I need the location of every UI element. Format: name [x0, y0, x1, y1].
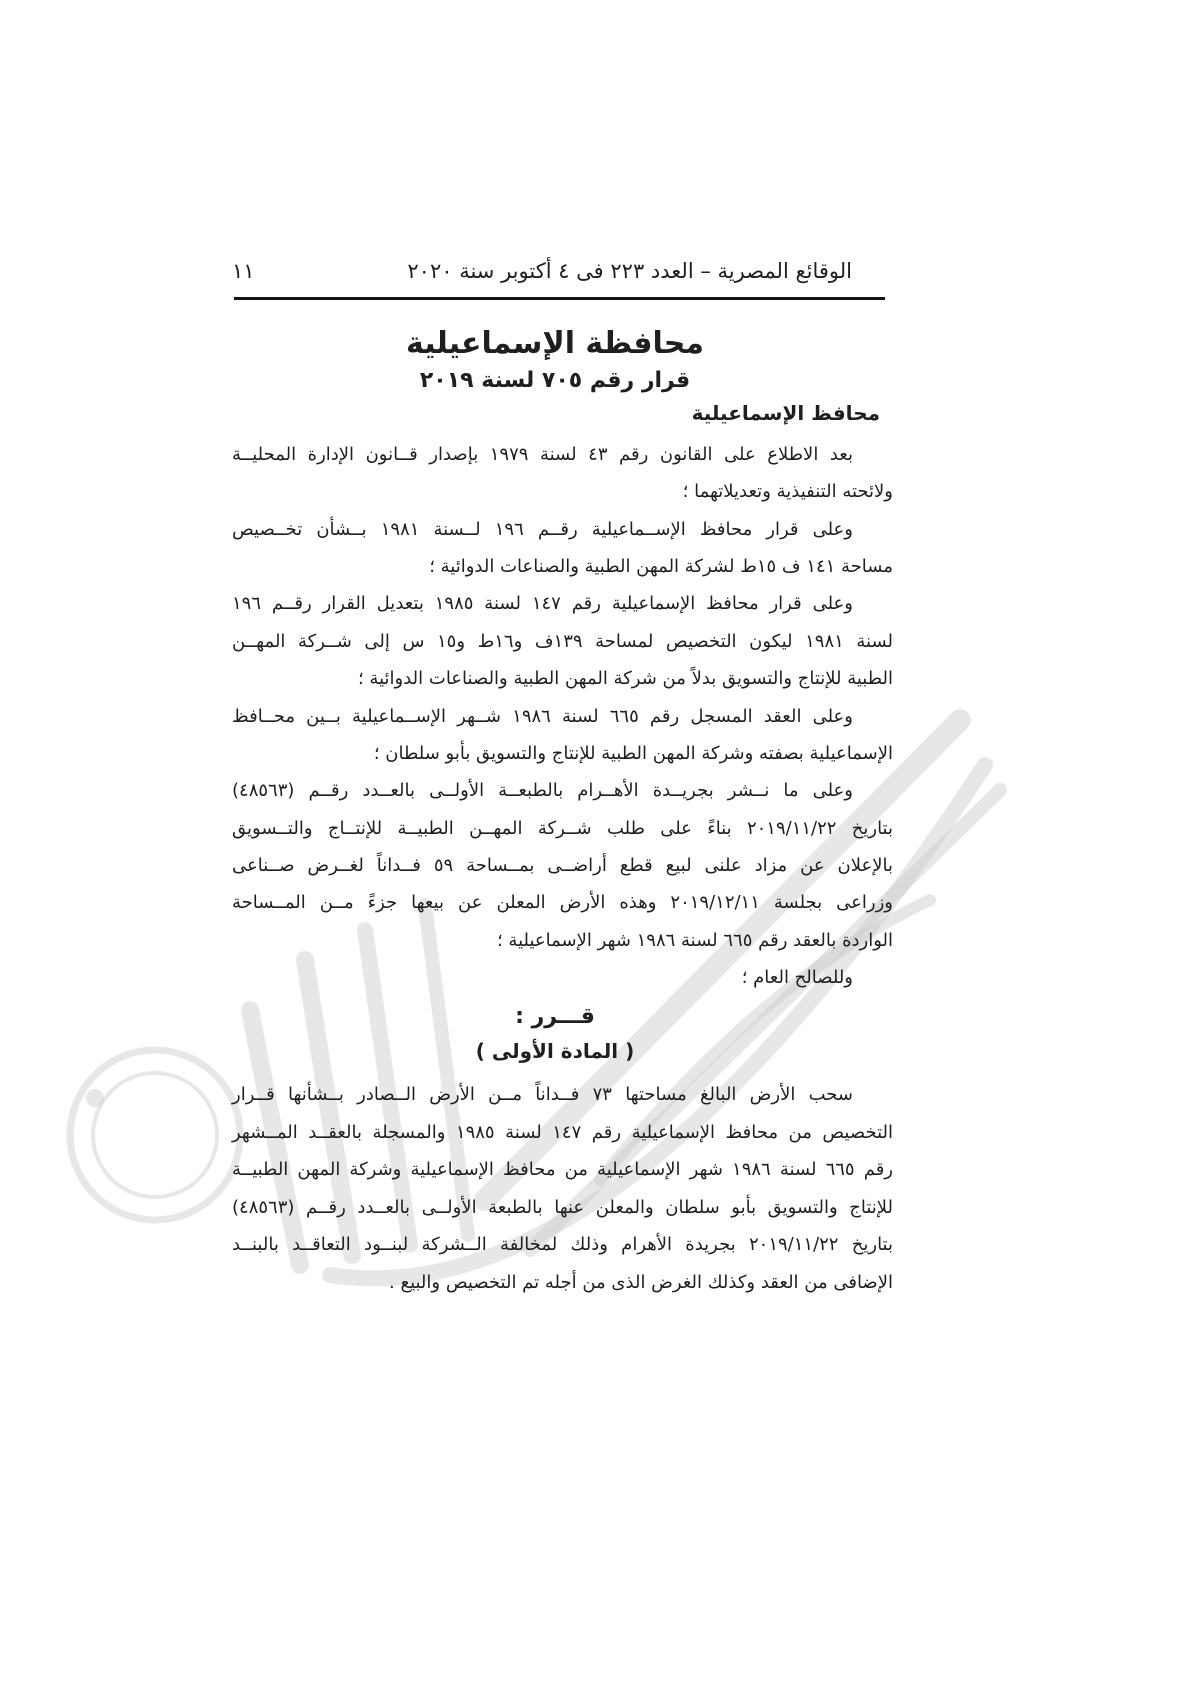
text-line: وعلى قرار محافظ الإسماعيلية رقم ١٤٧ لسنة ١٩٨٥ بتعديل القرار رقــم ١٩٦ — [232, 593, 853, 615]
issuer-heading: محافظ الإسماعيلية — [691, 401, 880, 425]
text-line: وللصالح العام ؛ — [741, 967, 853, 989]
text-line: للإنتاج والتسويق بأبو سلطان والمعلن عنها بالطبعة الأولــى بالعــدد رقــم (٤٨٥٦٣) — [232, 1196, 893, 1218]
preamble-paragraph — [232, 585, 893, 697]
gazette-header-title: الوقائع المصرية – العدد ٢٢٣ فى ٤ أكتوبر سنة ٢٠٢٠ — [407, 259, 852, 283]
preamble — [232, 436, 893, 996]
text-line: رقم ٦٦٥ لسنة ١٩٨٦ شهر الإسماعيلية من محافظ الإسماعيلية وشركة المهن الطبيــة — [232, 1159, 893, 1181]
text-line: وعلى قرار محافظ الإســماعيلية رقــم ١٩٦ لــسنة ١٩٨١ بــشأن تخــصيص — [232, 518, 853, 540]
governorate-title: محافظة الإسماعيلية — [406, 326, 704, 361]
text-line: وعلى العقد المسجل رقم ٦٦٥ لسنة ١٩٨٦ شــهر الإســماعيلية بــين محــافظ — [232, 705, 853, 727]
page-number: ١١ — [232, 259, 255, 283]
decision-label: قـــرر : — [515, 1004, 595, 1029]
article-title: ( المادة الأولى ) — [475, 1039, 635, 1063]
text-line: بتاريخ ٢٠١٩/١١/٢٢ بجريدة الأهرام وذلك لمخالفة الــشركة لبنــود التعاقــد بالبنــد — [232, 1234, 893, 1256]
preamble-paragraph — [232, 959, 893, 996]
text-line: بالإعلان عن مزاد علنى لبيع قطع أراضــى بمــساحة ٥٩ فــداناً لغــرض صــناعى — [232, 854, 893, 876]
text-line: الواردة بالعقد رقم ٦٦٥ لسنة ١٩٨٦ شهر الإسماعيلية ؛ — [496, 929, 893, 951]
preamble-paragraph — [232, 511, 893, 586]
preamble-paragraph — [232, 436, 893, 511]
watermark-dot — [86, 1089, 104, 1107]
text-line: الطبية للإنتاج والتسويق بدلاً من شركة المهن الطبية والصناعات الدوائية ؛ — [357, 668, 893, 690]
watermark-seal-inner — [93, 1073, 217, 1197]
preamble-paragraph — [232, 698, 893, 773]
header-rule — [234, 297, 885, 300]
text-line: التخصيص من محافظ الإسماعيلية رقم ١٤٧ لسنة ١٩٨٥ والمسجلة بالعقــد المــشهر — [232, 1121, 894, 1143]
text-line: لسنة ١٩٨١ ليكون التخصيص لمساحة ١٣٩ف و١٦ط و١٥ س إلى شــركة المهــن — [232, 630, 893, 652]
text-line: سحب الأرض البالغ مساحتها ٧٣ فــداناً مــن الأرض الــصادر بــشأنها قــرار — [232, 1084, 853, 1105]
text-line: الإسماعيلية بصفته وشركة المهن الطبية للإنتاج والتسويق بأبو سلطان ؛ — [373, 742, 893, 764]
text-line: ولائحته التنفيذية وتعديلاتهما ؛ — [682, 481, 893, 503]
watermark-seal-outer — [70, 1050, 240, 1220]
decree-title: قرار رقم ٧٠٥ لسنة ٢٠١٩ — [419, 368, 691, 393]
text-line: وزراعى بجلسة ٢٠١٩/١٢/١١ وهذه الأرض المعلن عن بيعها جزءً مــن المــساحة — [232, 892, 893, 914]
text-line: الإضافى من العقد وكذلك الغرض الذى من أجله تم التخصيص والبيع . — [389, 1271, 893, 1293]
text-line: وعلى ما نــشر بجريــدة الأهــرام بالطبعــة الأولــى بالعــدد رقــم (٤٨٥٦٣) — [232, 780, 853, 802]
text-line: بعد الاطلاع على القانون رقم ٤٣ لسنة ١٩٧٩ بإصدار قــانون الإدارة المحليــة — [232, 444, 854, 465]
preamble-paragraph — [232, 772, 893, 959]
text-line: بتاريخ ٢٠١٩/١١/٢٢ بناءً على طلب شــركة المهــن الطبيــة للإنتــاج والتــسويق — [232, 817, 893, 839]
article-body — [232, 1076, 893, 1302]
text-line: مساحة ١٤١ ف ١٥ط لشركة المهن الطبية والصناعات الدوائية ؛ — [429, 556, 893, 578]
